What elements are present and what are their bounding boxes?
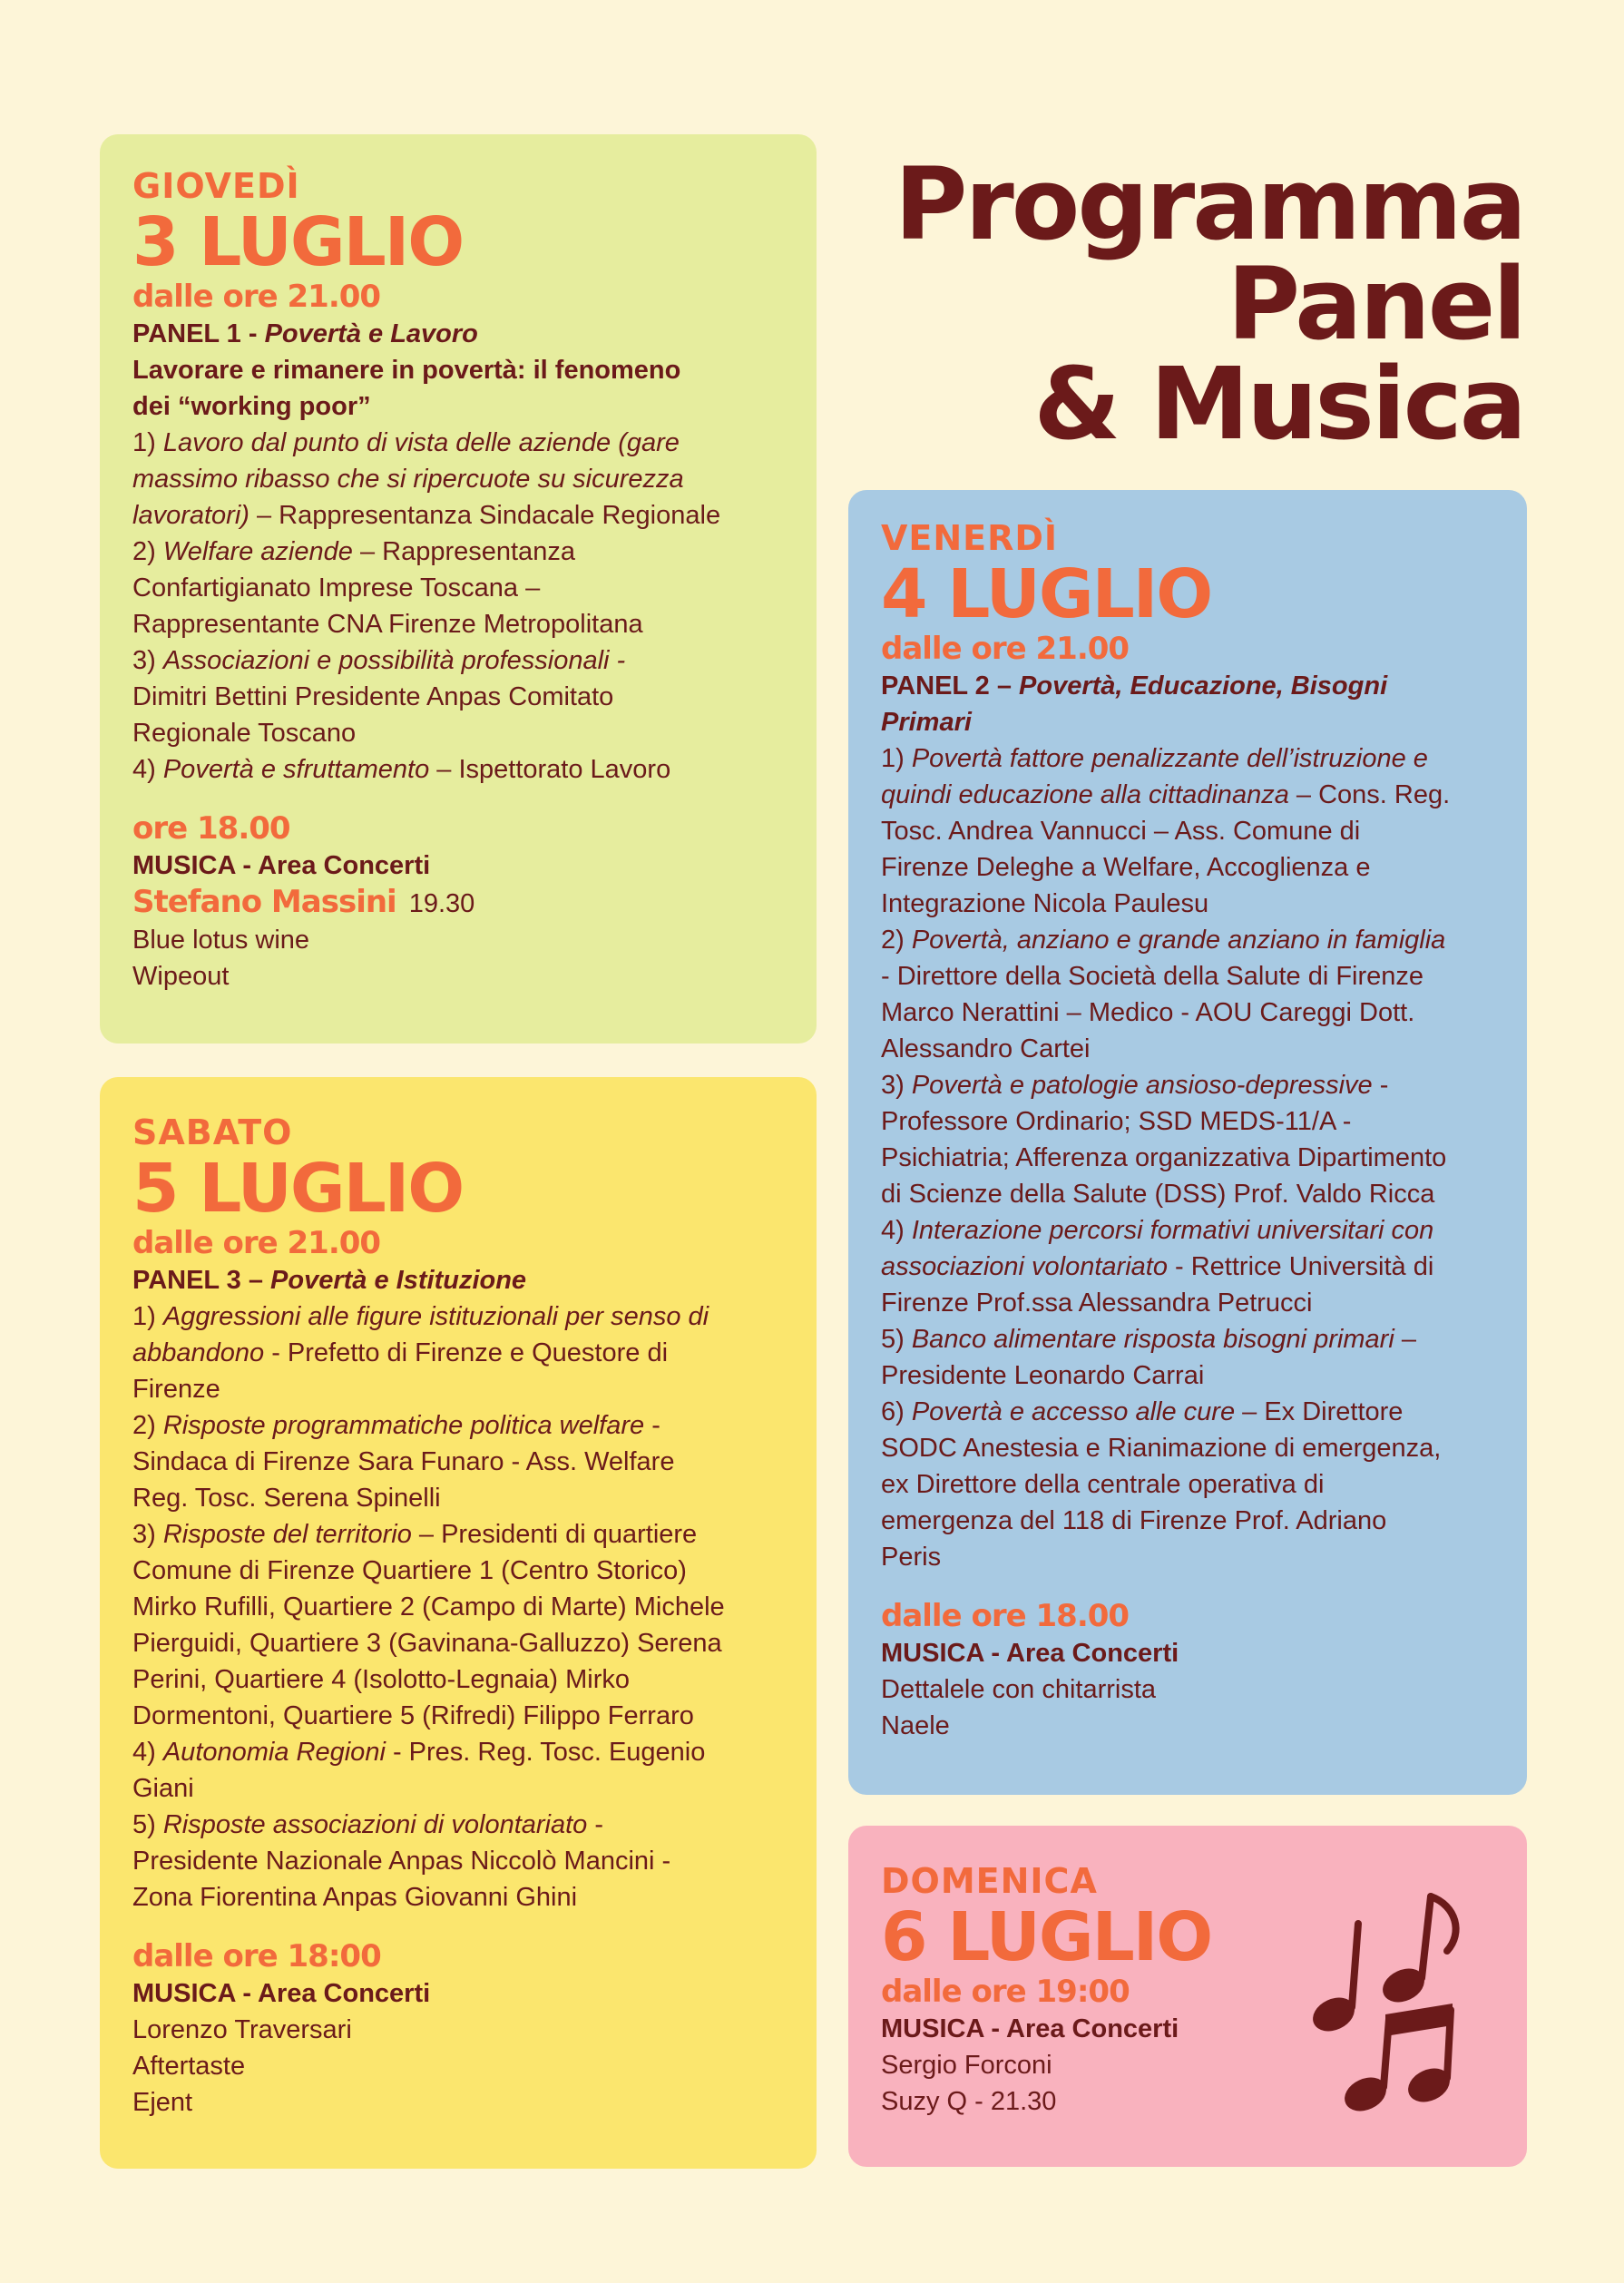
panel-item: SODC Anestesia e Rianimazione di emergenza,: [881, 1434, 1442, 1463]
headliner-name: Stefano Massini: [132, 884, 396, 920]
panel-item: Tosc. Andrea Vannucci – Ass. Comune di: [881, 817, 1361, 846]
panel-item: 1) Lavoro dal punto di vista delle aziende (gare: [132, 428, 680, 457]
panel-item: Rappresentante CNA Firenze Metropolitana: [132, 610, 643, 639]
date-label: 4 LUGLIO: [881, 555, 1212, 633]
title-line-2: Panel: [1227, 246, 1524, 362]
panel-item: - Direttore della Società della Salute di Firenze: [881, 962, 1424, 991]
panel-item: 2) Welfare aziende – Rappresentanza: [132, 537, 575, 566]
date-label: 6 LUGLIO: [881, 1898, 1212, 1976]
panel-item: Marco Nerattini – Medico - AOU Careggi Dott.: [881, 998, 1415, 1027]
day-label: SABATO: [132, 1112, 293, 1152]
music-act: Aftertaste: [132, 2052, 246, 2081]
music-heading: MUSICA - Area Concerti: [132, 851, 431, 880]
music-act: Wipeout: [132, 962, 230, 991]
panel-item: Dormentoni, Quartiere 5 (Rifredi) Filippo Ferraro: [132, 1701, 694, 1730]
panel-item: 4) Povertà e sfruttamento – Ispettorato Lavoro: [132, 755, 671, 784]
music-heading: MUSICA - Area Concerti: [132, 1979, 431, 2008]
panel-item: 4) Interazione percorsi formativi universitari con: [881, 1216, 1434, 1245]
panel-item: 3) Associazioni e possibilità professionali -: [132, 646, 626, 675]
panel-item: Giani: [132, 1774, 194, 1803]
panel-item: 1) Povertà fattore penalizzante dell’istruzione e: [881, 744, 1428, 773]
panel-item: Perini, Quartiere 4 (Isolotto-Legnaia) Mirko: [132, 1665, 631, 1694]
music-time: ore 18.00: [132, 810, 290, 847]
day-label: VENERDÌ: [881, 518, 1059, 558]
panel-item: associazioni volontariato - Rettrice Università di: [881, 1252, 1434, 1281]
headliner: [132, 884, 784, 922]
music-act: Blue lotus wine: [132, 926, 310, 955]
music-notes-icon: [1302, 1878, 1474, 2123]
panel-item: Firenze Prof.ssa Alessandra Petrucci: [881, 1288, 1313, 1318]
day-label: GIOVEDÌ: [132, 166, 300, 206]
panel-heading: PANEL 1 - Povertà e Lavoro: [132, 319, 478, 348]
panel-item: Confartigianato Imprese Toscana –: [132, 573, 541, 603]
panel-item: Comune di Firenze Quartiere 1 (Centro Storico): [132, 1556, 687, 1585]
music-act: Ejent: [132, 2088, 193, 2117]
day-label: DOMENICA: [881, 1861, 1098, 1901]
title-line-3: & Musica: [1033, 346, 1524, 462]
panel-item: 5) Risposte associazioni di volontariato -: [132, 1810, 604, 1839]
panel-item: Presidente Nazionale Anpas Niccolò Mancini -: [132, 1847, 671, 1876]
friday-card: [848, 490, 1527, 1795]
panel-item: Firenze Deleghe a Welfare, Accoglienza e: [881, 853, 1371, 882]
panel-item: 5) Banco alimentare risposta bisogni primari –: [881, 1325, 1416, 1354]
music-time: dalle ore 18.00: [881, 1598, 1130, 1634]
music-time: dalle ore 18:00: [132, 1938, 381, 1974]
panel-item: 3) Risposte del territorio – Presidenti di quartiere: [132, 1520, 698, 1549]
panel-item: Dimitri Bettini Presidente Anpas Comitato: [132, 682, 614, 711]
panel-item: quindi educazione alla cittadinanza – Cons. Reg.: [881, 780, 1451, 809]
music-heading: MUSICA - Area Concerti: [881, 1639, 1179, 1668]
panel-item: Firenze: [132, 1375, 220, 1404]
headliner-time: 19.30: [408, 889, 475, 918]
panel-item: Mirko Rufilli, Quartiere 2 (Campo di Marte) Michele: [132, 1592, 725, 1622]
music-act: Lorenzo Traversari: [132, 2015, 352, 2044]
panel-item: di Scienze della Salute (DSS) Prof. Valdo Ricca: [881, 1180, 1435, 1209]
panel-time: dalle ore 21.00: [132, 1225, 381, 1261]
panel-item: 2) Povertà, anziano e grande anziano in famiglia: [881, 926, 1446, 955]
panel-item: Regionale Toscano: [132, 719, 357, 748]
title-line-1: Programma: [894, 146, 1524, 262]
music-act: Naele: [881, 1711, 950, 1740]
date-label: 3 LUGLIO: [132, 203, 464, 281]
panel-time: dalle ore 21.00: [881, 631, 1130, 667]
panel-heading: Primari: [881, 708, 972, 737]
music-time: dalle ore 19:00: [881, 1974, 1130, 2010]
music-act: Dettalele con chitarrista: [881, 1675, 1157, 1704]
saturday-card: [100, 1077, 817, 2169]
panel-item: Presidente Leonardo Carrai: [881, 1361, 1205, 1390]
music-act: Sergio Forconi: [881, 2051, 1052, 2080]
panel-item: Reg. Tosc. Serena Spinelli: [132, 1484, 441, 1513]
music-act: Suzy Q - 21.30: [881, 2087, 1057, 2116]
panel-item: 6) Povertà e accesso alle cure – Ex Direttore: [881, 1397, 1404, 1426]
panel-item: Psichiatria; Afferenza organizzativa Dipartimento: [881, 1143, 1447, 1172]
panel-item: Professore Ordinario; SSD MEDS-11/A -: [881, 1107, 1352, 1136]
panel-item: Alessandro Cartei: [881, 1034, 1091, 1063]
panel-item: 3) Povertà e patologie ansioso-depressive -: [881, 1071, 1389, 1100]
panel-item: Zona Fiorentina Anpas Giovanni Ghini: [132, 1883, 578, 1912]
thursday-card: [100, 134, 817, 1044]
panel-subtitle: dei “working poor”: [132, 392, 371, 421]
page-title: [894, 146, 1524, 462]
panel-item: abbandono - Prefetto di Firenze e Questore di: [132, 1338, 669, 1367]
panel-item: 4) Autonomia Regioni - Pres. Reg. Tosc. Eugenio: [132, 1738, 706, 1767]
panel-item: ex Direttore della centrale operativa di: [881, 1470, 1325, 1499]
music-heading: MUSICA - Area Concerti: [881, 2014, 1179, 2043]
panel-item: 2) Risposte programmatiche politica welfare -: [132, 1411, 660, 1440]
panel-item: massimo ribasso che si ripercuote su sicurezza: [132, 465, 684, 494]
panel-item: Integrazione Nicola Paulesu: [881, 889, 1209, 918]
panel-item: emergenza del 118 di Firenze Prof. Adriano: [881, 1506, 1387, 1535]
panel-item: 1) Aggressioni alle figure istituzionali per senso di: [132, 1302, 709, 1331]
date-label: 5 LUGLIO: [132, 1150, 464, 1228]
panel-heading: PANEL 3 – Povertà e Istituzione: [132, 1266, 527, 1295]
panel-item: Sindaca di Firenze Sara Funaro - Ass. Welfare: [132, 1447, 675, 1476]
panel-subtitle: Lavorare e rimanere in povertà: il fenomeno: [132, 356, 681, 385]
panel-item: Peris: [881, 1543, 942, 1572]
panel-heading: PANEL 2 – Povertà, Educazione, Bisogni: [881, 671, 1388, 701]
panel-item: Pierguidi, Quartiere 3 (Gavinana-Galluzzo) Serena: [132, 1629, 722, 1658]
panel-time: dalle ore 21.00: [132, 279, 381, 315]
panel-item: lavoratori) – Rappresentanza Sindacale Regionale: [132, 501, 721, 530]
